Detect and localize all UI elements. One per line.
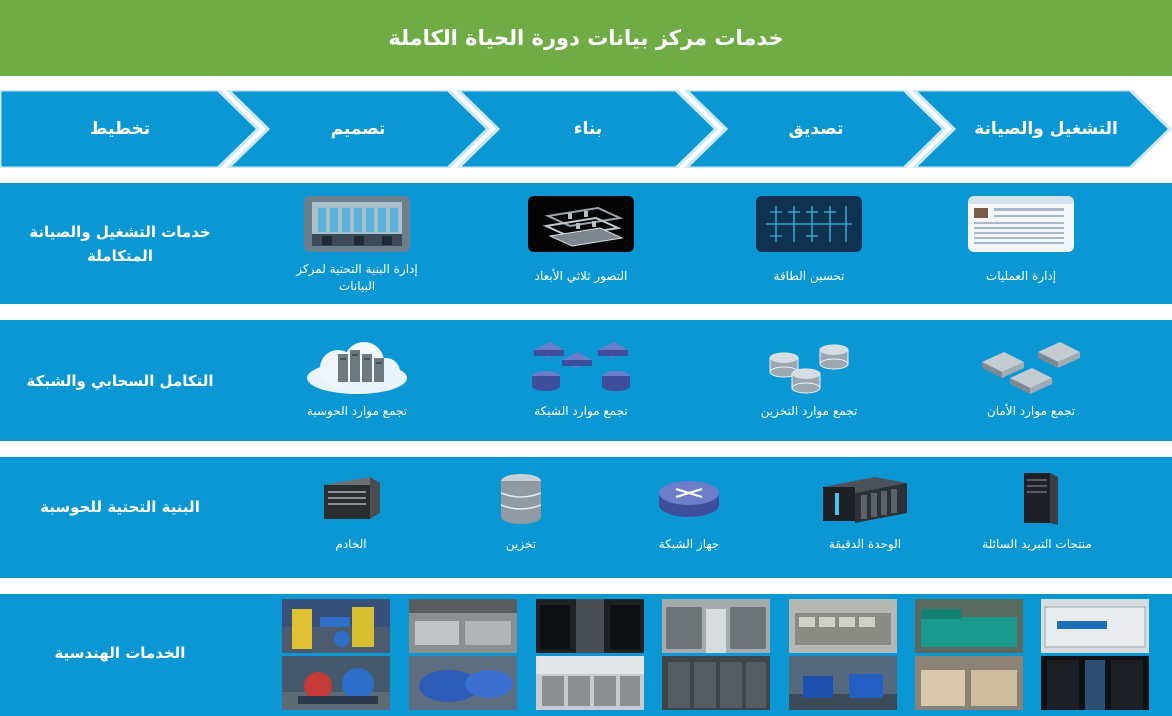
3d-visualization-icon	[528, 196, 634, 252]
item-network-device	[614, 471, 764, 553]
generators-photo	[915, 599, 1023, 653]
storage-disks-icon	[756, 340, 862, 396]
item-operations-management-label: إدارة العمليات	[985, 269, 1057, 283]
item-dc-infra-management	[282, 196, 432, 295]
item-micro-module	[790, 471, 940, 553]
item-server-label: الخادم	[335, 537, 367, 551]
item-storage	[446, 471, 596, 553]
item-network-device-label: جهاز الشبكة	[658, 537, 720, 551]
cooling-units-photo	[409, 599, 517, 653]
item-network-pool-label: تجمع موارد الشبكة	[534, 404, 628, 418]
phase-design: تصميم	[330, 119, 386, 139]
infrastructure-band	[0, 457, 1172, 578]
engineering-band-title: الخدمات الهندسية	[54, 644, 186, 662]
item-power-optimization-label: تحسين الطاقة	[773, 269, 845, 283]
cooling-pipes-photo	[282, 599, 390, 653]
container-photo	[1041, 599, 1149, 653]
switchgear-photo	[662, 656, 770, 710]
infrastructure-band-title: البنية التحتية للحوسبة	[40, 498, 200, 516]
battery-racks-photo	[789, 599, 897, 653]
network-switches-icon	[528, 340, 634, 396]
item-storage-pool-label: تجمع موارد التخزين	[760, 404, 858, 418]
page-header	[0, 0, 1172, 76]
item-compute-pool	[282, 340, 432, 420]
item-server	[276, 471, 426, 553]
item-micro-module-label: الوحدة الدقيقة	[828, 537, 902, 551]
power-diagram-icon	[756, 196, 862, 252]
security-appliances-icon	[978, 340, 1084, 396]
engineering-band	[0, 594, 1172, 716]
server-icon	[316, 471, 386, 527]
cloud-band	[0, 320, 1172, 441]
chiller-pipes-photo	[282, 656, 390, 710]
pump-room-photo	[789, 656, 897, 710]
item-storage-pool	[734, 340, 884, 420]
operations-band	[0, 183, 1172, 304]
liquid-cooling-cabinet-icon	[1002, 471, 1072, 527]
item-security-pool	[956, 340, 1106, 420]
item-liquid-cooling	[962, 471, 1112, 553]
power-room-photo	[662, 599, 770, 653]
item-power-optimization	[734, 196, 884, 285]
storage-icon	[486, 471, 556, 527]
dcim-3d-room-icon	[304, 196, 410, 252]
phase-build: بناء	[573, 119, 603, 139]
operations-dashboard-icon	[968, 196, 1074, 252]
operations-band-title: خدمات التشغيل والصيانة المتكاملة	[29, 222, 211, 265]
chillers-photo	[409, 656, 517, 710]
item-compute-pool-label: تجمع موارد الحوسبة	[306, 404, 408, 418]
item-3d-visualization-label: التصور ثلاثي الأبعاد	[534, 269, 628, 283]
cloud-band-title: التكامل السحابي والشبكة	[26, 371, 214, 390]
page-title: خدمات مركز بيانات دورة الحياة الكاملة	[388, 26, 784, 50]
modular-boxes-photo	[915, 656, 1023, 710]
item-storage-label: تخزين	[505, 537, 537, 551]
contained-aisle-photo	[1041, 656, 1149, 710]
router-icon	[654, 471, 724, 527]
server-aisle-photo	[536, 599, 644, 653]
item-liquid-cooling-label: منتجات التبريد السائلة	[982, 537, 1092, 551]
item-operations-management	[946, 196, 1096, 285]
phase-planning: تخطيط	[89, 119, 151, 139]
item-security-pool-label: تجمع موارد الأمان	[986, 404, 1076, 418]
micro-module-icon	[815, 471, 915, 527]
item-network-pool	[506, 340, 656, 420]
item-3d-visualization	[506, 196, 656, 285]
phase-validation: تصديق	[788, 119, 844, 139]
item-dc-infra-management-label: إدارة البنية التحتية لمركز البيانات	[296, 262, 418, 293]
phase-operations: التشغيل والصيانة	[974, 119, 1118, 139]
lifecycle-phases	[0, 90, 1172, 168]
cooling-towers-photo	[536, 656, 644, 710]
cloud-server-icon	[304, 340, 410, 396]
